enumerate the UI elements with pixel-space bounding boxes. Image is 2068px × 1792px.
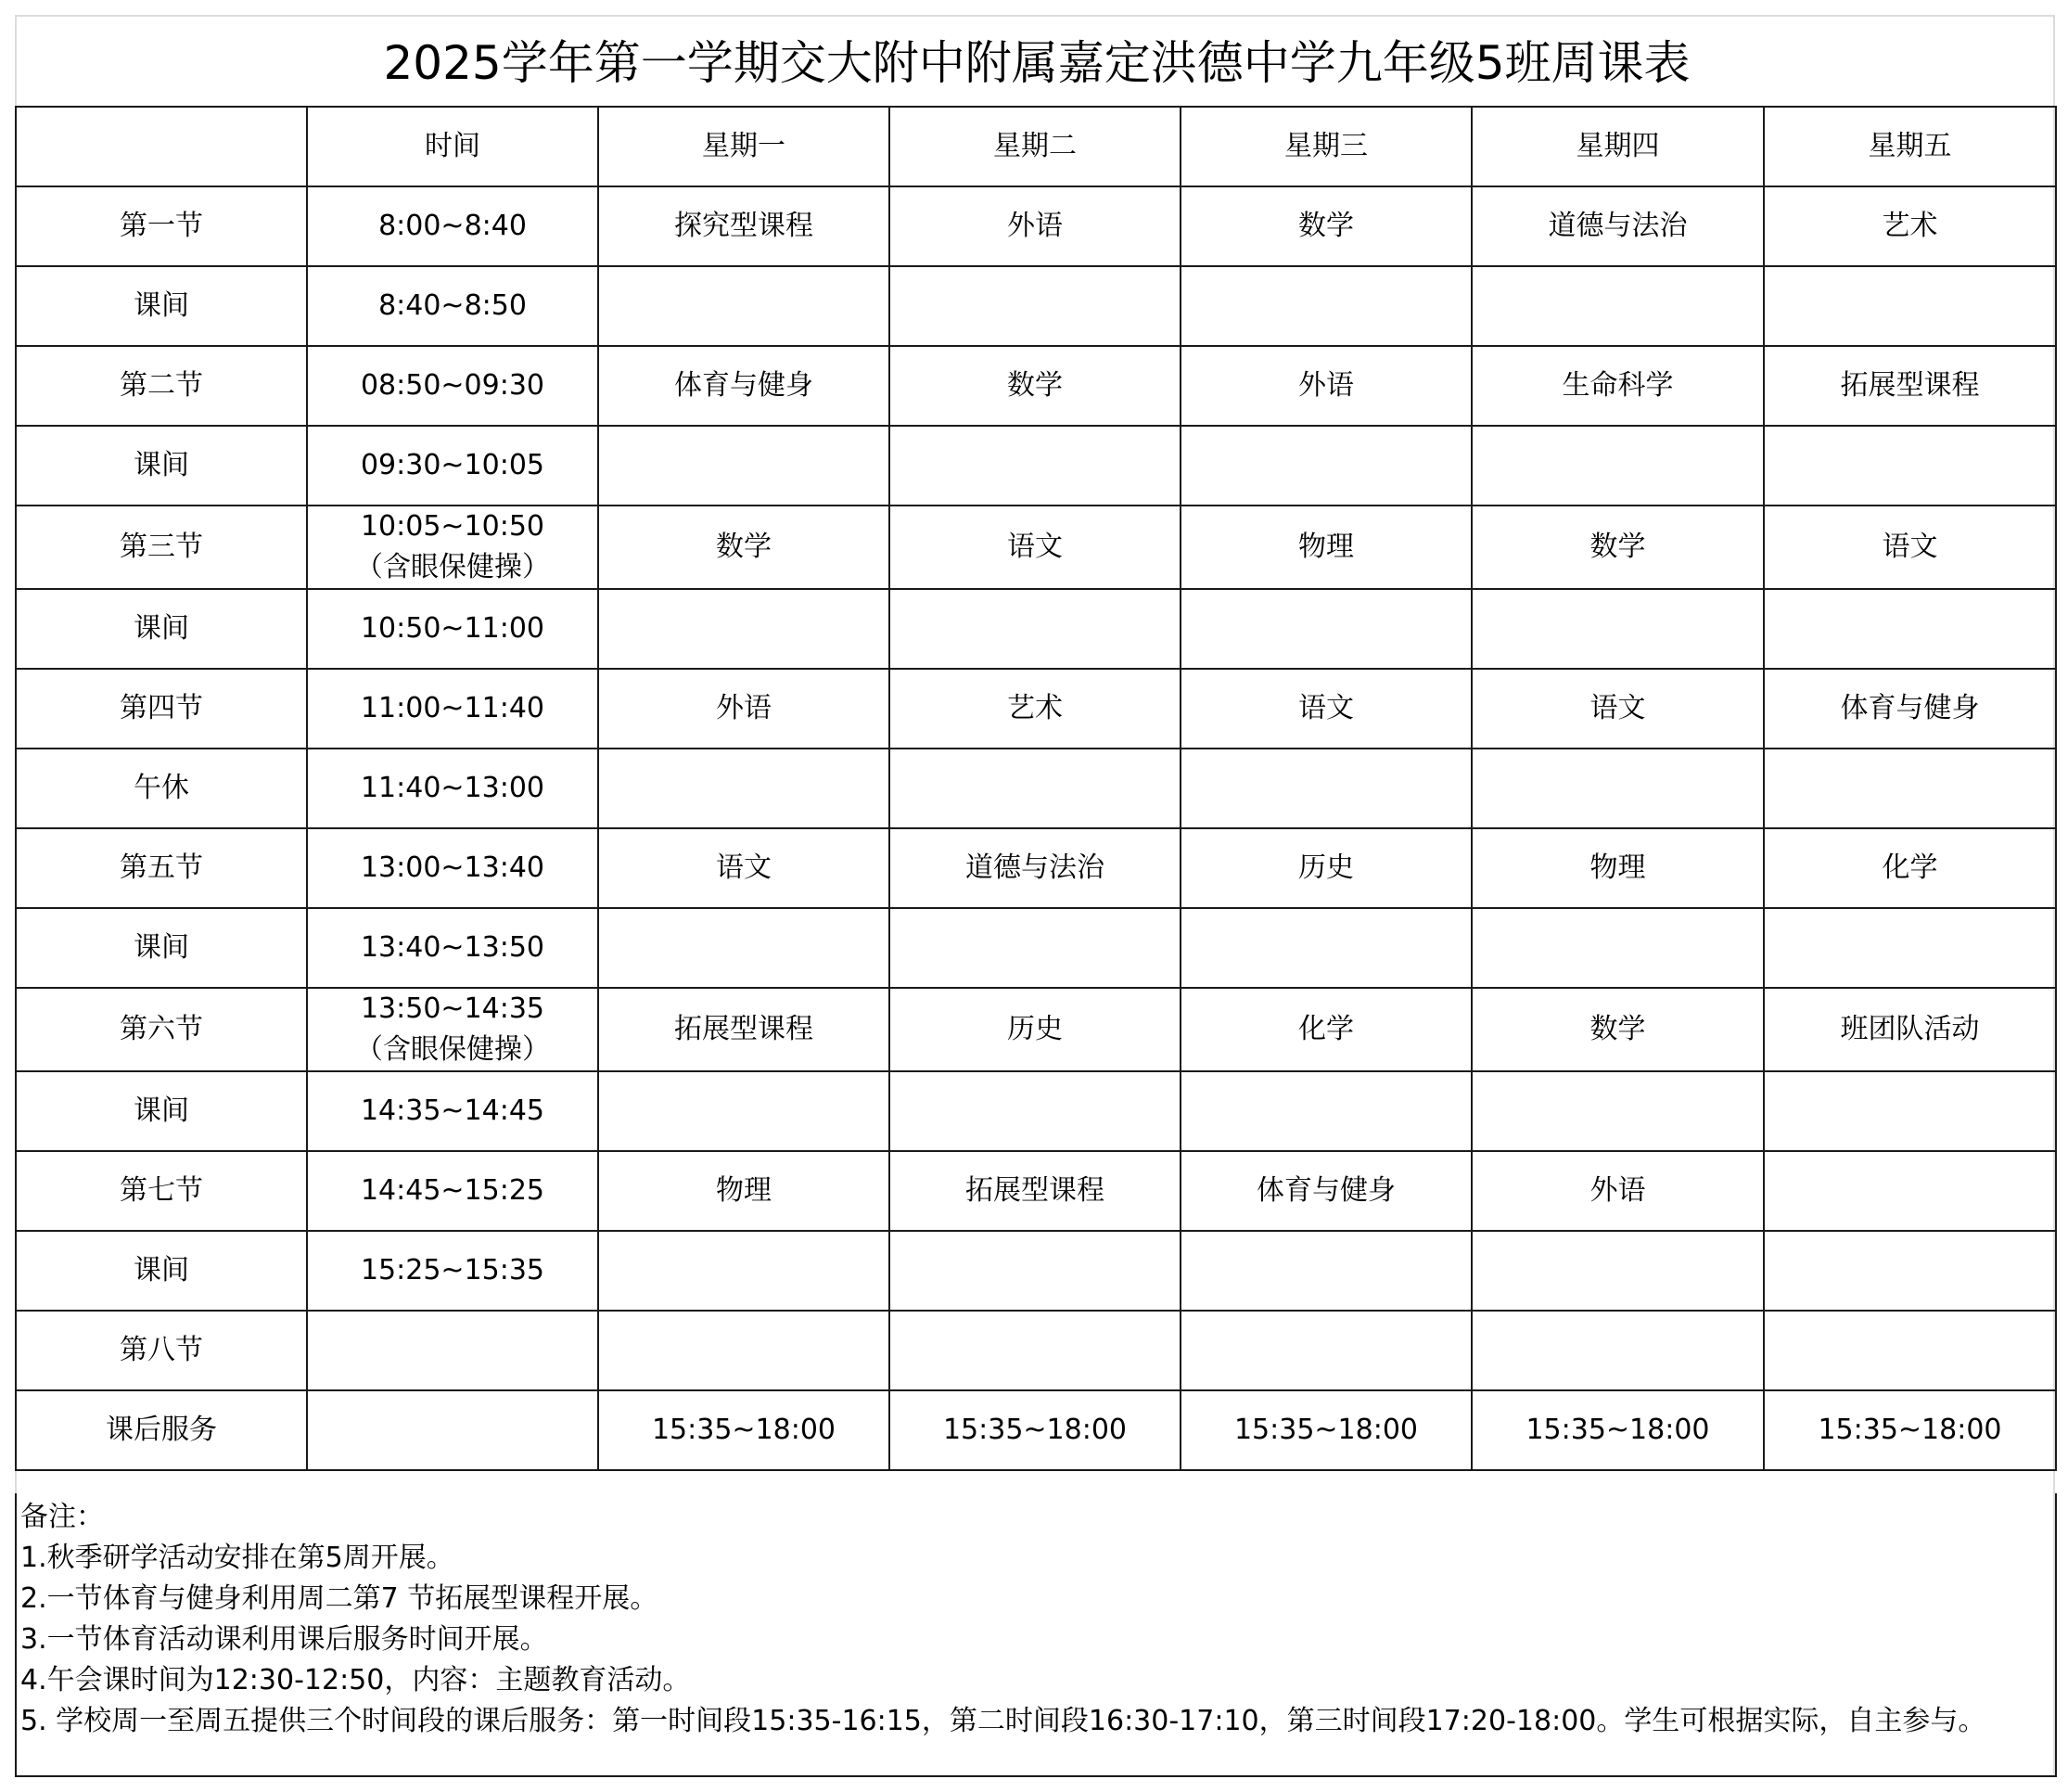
timetable-row [16,908,2056,988]
subject-cell-tue [889,266,1181,346]
header-day-thu: 星期四 [1472,107,1764,186]
subject-cell-wed: 数学 [1181,186,1472,266]
timetable-row [16,1151,2056,1231]
subject-cell-fri [1764,1151,2056,1231]
subject-cell-fri [1764,1071,2056,1151]
period-label: 第一节 [16,186,307,266]
header-day-tue: 星期二 [889,107,1181,186]
subject-cell-mon [598,1231,889,1311]
subject-cell-thu: 道德与法治 [1472,186,1764,266]
page-title: 2025学年第一学期交大附中附属嘉定洪德中学九年级5班周课表 [383,36,1691,90]
subject-cell-wed [1181,1231,1472,1311]
subject-cell-wed: 化学 [1181,988,1472,1071]
subject-cell-mon: 数学 [598,506,889,589]
timetable-row [16,988,2056,1071]
subject-cell-tue: 语文 [889,506,1181,589]
timetable-row [16,749,2056,828]
time-range: 14:35~14:45 [360,1094,545,1127]
subject-cell-mon: 体育与健身 [598,346,889,426]
subject-cell-mon: 探究型课程 [598,186,889,266]
timetable-row [16,1071,2056,1151]
period-label: 课间 [16,426,307,506]
subject-cell-mon [598,1071,889,1151]
subject-cell-fri: 15:35~18:00 [1764,1390,2056,1470]
time-cell [307,908,598,988]
time-range: 14:45~15:25 [360,1174,545,1207]
subject-cell-tue: 15:35~18:00 [889,1390,1181,1470]
corner-cell [16,107,307,186]
subject-cell-fri [1764,1311,2056,1390]
subject-cell-thu: 生命科学 [1472,346,1764,426]
subject-cell-mon [598,908,889,988]
subject-cell-mon: 15:35~18:00 [598,1390,889,1470]
subject-cell-fri [1764,749,2056,828]
subject-cell-mon [598,1311,889,1390]
subject-cell-fri [1764,426,2056,506]
period-label: 课间 [16,1071,307,1151]
subject-cell-thu: 数学 [1472,988,1764,1071]
subject-cell-wed [1181,1071,1472,1151]
time-cell [307,506,598,589]
time-cell [307,426,598,506]
subject-cell-tue [889,1311,1181,1390]
period-label: 第八节 [16,1311,307,1390]
subject-cell-wed [1181,908,1472,988]
subject-cell-thu [1472,1311,1764,1390]
time-cell [307,669,598,749]
subject-cell-tue: 艺术 [889,669,1181,749]
time-cell [307,1151,598,1231]
subject-cell-fri: 班团队活动 [1764,988,2056,1071]
subject-cell-wed [1181,589,1472,669]
subject-cell-mon: 拓展型课程 [598,988,889,1071]
timetable-row [16,1311,2056,1390]
note-item: 4.午会课时间为12:30-12:50，内容：主题教育活动。 [20,1664,691,1696]
subject-cell-tue: 数学 [889,346,1181,426]
subject-cell-fri: 艺术 [1764,186,2056,266]
subject-cell-tue [889,1071,1181,1151]
time-cell [307,828,598,908]
time-range: 8:40~8:50 [378,289,527,322]
time-range: 08:50~09:30 [360,369,545,402]
subject-cell-tue: 拓展型课程 [889,1151,1181,1231]
time-cell [307,266,598,346]
subject-cell-mon: 语文 [598,828,889,908]
period-label: 第七节 [16,1151,307,1231]
note-item: 5. 学校周一至周五提供三个时间段的课后服务：第一时间段15:35-16:15，第二时间段16:30-17:10，第三时间段17:20-18:00。学生可根据实际，自主参与。 [20,1705,1986,1737]
time-range: 13:00~13:40 [360,851,545,884]
header-day-fri: 星期五 [1764,107,2056,186]
subject-cell-thu: 15:35~18:00 [1472,1390,1764,1470]
subject-cell-tue [889,908,1181,988]
timetable-row [16,1231,2056,1311]
subject-cell-thu [1472,266,1764,346]
time-cell [307,988,598,1071]
subject-cell-thu: 外语 [1472,1151,1764,1231]
subject-cell-thu [1472,426,1764,506]
subject-cell-thu: 语文 [1472,669,1764,749]
timetable-row [16,506,2056,589]
period-label: 第四节 [16,669,307,749]
time-range: 11:40~13:00 [360,772,545,804]
subject-cell-wed: 历史 [1181,828,1472,908]
subject-cell-mon [598,266,889,346]
subject-cell-thu [1472,1231,1764,1311]
subject-cell-fri [1764,1231,2056,1311]
subject-cell-tue [889,1231,1181,1311]
note-item: 3.一节体育活动课利用课后服务时间开展。 [20,1623,548,1656]
time-range: 13:50~14:35 [360,992,545,1025]
timetable-row [16,589,2056,669]
subject-cell-thu [1472,908,1764,988]
subject-cell-wed [1181,426,1472,506]
period-label: 第三节 [16,506,307,589]
timetable-row [16,1390,2056,1470]
subject-cell-fri [1764,908,2056,988]
timetable-row [16,669,2056,749]
time-range: 13:40~13:50 [360,931,545,964]
time-range: 10:50~11:00 [360,612,545,645]
subject-cell-wed: 物理 [1181,506,1472,589]
notes-heading: 备注： [20,1501,104,1533]
time-cell [307,1311,598,1390]
time-cell [307,346,598,426]
timetable-row [16,186,2056,266]
time-range: 09:30~10:05 [360,449,545,481]
header-time: 时间 [307,107,598,186]
subject-cell-fri: 拓展型课程 [1764,346,2056,426]
subject-cell-mon: 物理 [598,1151,889,1231]
subject-cell-thu [1472,1071,1764,1151]
subject-cell-fri [1764,266,2056,346]
period-label: 课间 [16,589,307,669]
time-range: 10:05~10:50 [360,510,545,543]
subject-cell-tue: 外语 [889,186,1181,266]
period-label: 课间 [16,266,307,346]
subject-cell-thu [1472,589,1764,669]
period-label: 第二节 [16,346,307,426]
subject-cell-thu: 物理 [1472,828,1764,908]
period-label: 课间 [16,908,307,988]
period-label: 第五节 [16,828,307,908]
subject-cell-tue [889,589,1181,669]
time-range: 11:00~11:40 [360,692,545,724]
subject-cell-fri [1764,589,2056,669]
time-note: （含眼保健操） [355,551,550,583]
timetable-row [16,346,2056,426]
time-cell [307,749,598,828]
timetable-row [16,828,2056,908]
time-range: 15:25~15:35 [360,1254,545,1286]
period-label: 午休 [16,749,307,828]
subject-cell-fri: 语文 [1764,506,2056,589]
period-label: 第六节 [16,988,307,1071]
subject-cell-wed: 外语 [1181,346,1472,426]
subject-cell-wed [1181,266,1472,346]
subject-cell-wed: 语文 [1181,669,1472,749]
notes-section [15,1493,2057,1777]
period-label: 课间 [16,1231,307,1311]
subject-cell-fri: 化学 [1764,828,2056,908]
subject-cell-tue: 历史 [889,988,1181,1071]
timetable-row [16,426,2056,506]
subject-cell-mon [598,589,889,669]
note-item: 1.秋季研学活动安排在第5周开展。 [20,1542,454,1574]
timetable [15,106,2057,1471]
subject-cell-tue [889,749,1181,828]
timetable-row [16,266,2056,346]
subject-cell-wed [1181,749,1472,828]
note-item: 2.一节体育与健身利用周二第7 节拓展型课程开展。 [20,1582,658,1615]
header-row [16,107,2056,186]
time-cell [307,186,598,266]
subject-cell-thu [1472,749,1764,828]
subject-cell-wed: 15:35~18:00 [1181,1390,1472,1470]
time-cell [307,1231,598,1311]
subject-cell-wed: 体育与健身 [1181,1151,1472,1231]
subject-cell-mon [598,749,889,828]
subject-cell-tue: 道德与法治 [889,828,1181,908]
header-day-wed: 星期三 [1181,107,1472,186]
subject-cell-mon: 外语 [598,669,889,749]
period-label: 课后服务 [16,1390,307,1470]
subject-cell-mon [598,426,889,506]
subject-cell-fri: 体育与健身 [1764,669,2056,749]
time-cell [307,1390,598,1470]
time-cell [307,589,598,669]
time-note: （含眼保健操） [355,1033,550,1066]
header-day-mon: 星期一 [598,107,889,186]
time-cell [307,1071,598,1151]
time-range: 8:00~8:40 [378,210,527,242]
subject-cell-thu: 数学 [1472,506,1764,589]
subject-cell-tue [889,426,1181,506]
subject-cell-wed [1181,1311,1472,1390]
